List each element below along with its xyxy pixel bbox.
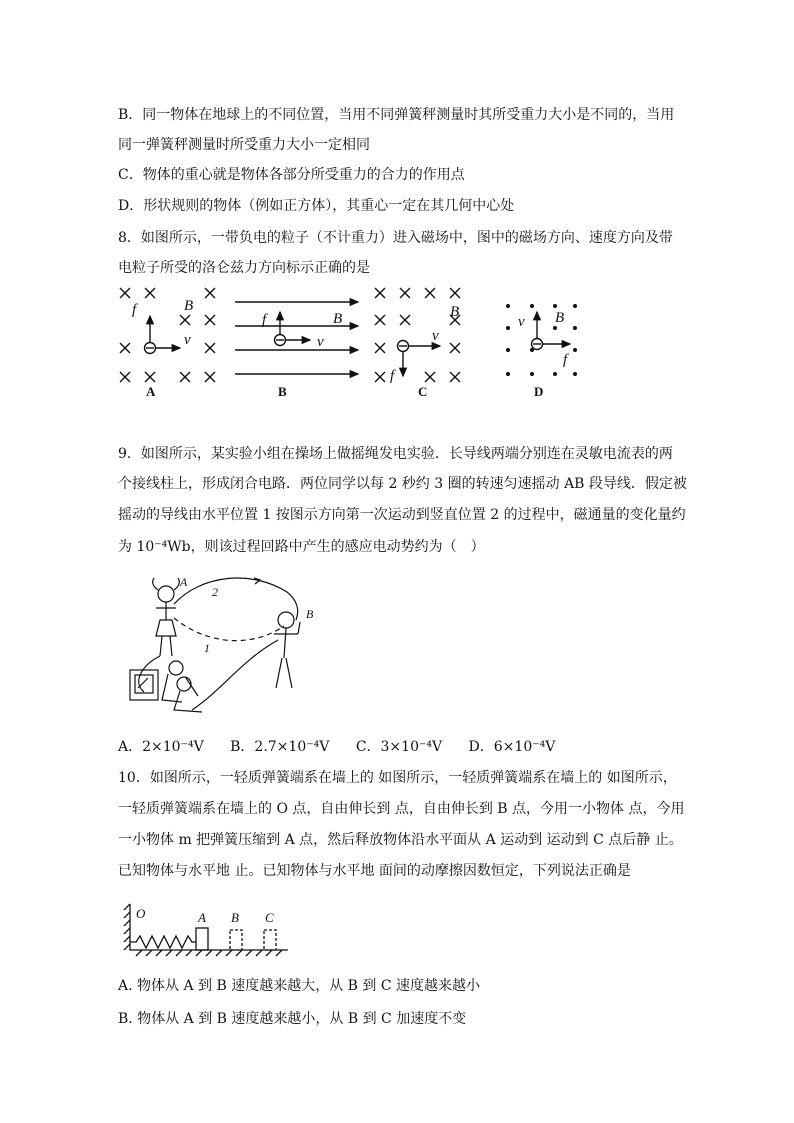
panel-c-caption: C — [418, 384, 428, 399]
q8-stem-line2: 电粒子所受的洛仑兹力方向标示正确的是 — [118, 260, 370, 276]
panel-a-v-label: v — [184, 332, 191, 348]
panel-c-f-label: f — [390, 368, 395, 384]
q10-stem-line4: 已知物体与水平地 止。已知物体与水平地 面间的动摩擦因数恒定，下列说法正确是 — [118, 863, 631, 879]
q10-stem-line1: 10．如图所示，一轻质弹簧端系在墙上的 如图所示，一轻质弹簧端系在墙上的 如图所示， — [118, 770, 677, 786]
panel-d-caption: D — [534, 384, 544, 399]
q7-option-d: D．形状规则的物体（例如正方体），其重心一定在其几何中心处 — [118, 198, 515, 214]
panel-b-b-label: B — [333, 311, 343, 327]
point-c-label: C — [265, 910, 274, 925]
q9-stem-line2: 个接线柱上，形成闭合电路．两位同学以每 2 秒约 3 圈的转速匀速摇动 AB 段导线．假定被 — [118, 476, 687, 492]
q9-option-b[interactable]: B．2.7×10⁻⁴V — [230, 739, 330, 755]
panel-a-b-label: B — [184, 298, 194, 314]
point-o-label: O — [136, 906, 146, 921]
q10-stem-line3: 一小物体 m 把弹簧压缩到 A 点，然后释放物体沿水平面从 A 运动到 运动到 C 点后静 止。 — [118, 832, 683, 848]
panel-d-v-label: v — [518, 314, 525, 330]
panel-b-v-label: v — [317, 334, 324, 350]
point-b-label: B — [231, 910, 239, 925]
q9-option-d[interactable]: D．6×10⁻⁴V — [468, 739, 556, 755]
panel-a-f-label: f — [132, 302, 137, 318]
q9-rope-generator-figure — [122, 570, 327, 720]
panel-a-caption: A — [146, 384, 156, 399]
q9-option-a[interactable]: A．2×10⁻⁴V — [118, 739, 204, 755]
panel-c-v-label: v — [432, 328, 439, 344]
q10-option-b[interactable]: B. 物体从 A 到 B 速度越来越小，从 B 到 C 加速度不变 — [118, 1011, 467, 1027]
panel-b-caption: B — [278, 384, 287, 399]
q9-stem-line1: 9．如图所示，某实验小组在操场上做摇绳发电实验．长导线两端分别连在灵敏电流表的两 — [118, 446, 673, 462]
q9-options — [118, 737, 577, 757]
q9-stem-line3: 摇动的导线由水平位置 1 按图示方向第一次运动到竖直位置 2 的过程中，磁通量的变化量约 — [118, 507, 686, 523]
q8-figure — [110, 280, 590, 405]
panel-c-field-crosses — [375, 288, 460, 382]
panel-b-f-label: f — [262, 312, 267, 328]
q10-stem-line2: 一轻质弹簧端系在墙上的 O 点，自由伸长到 点，自由伸长到 B 点，今用一小物体 点，今用 — [118, 801, 685, 817]
q9-stem-line4: 为 10⁻⁴Wb，则该过程回路中产生的感应电动势约为（ ） — [118, 539, 485, 555]
q10-option-a[interactable]: A. 物体从 A 到 B 速度越来越大，从 B 到 C 速度越来越小 — [118, 978, 481, 994]
q10-spring-figure — [122, 898, 292, 958]
position-1-label: 1 — [204, 641, 210, 655]
panel-d-f-label: f — [563, 352, 568, 368]
q7-option-b-line2: 同一弹簧秤测量时所受重力大小一定相同 — [118, 137, 370, 153]
q7-option-c: C．物体的重心就是物体各部分所受重力的合力的作用点 — [118, 167, 465, 183]
panel-c-b-label: B — [450, 304, 460, 320]
position-2-label: 2 — [212, 585, 218, 599]
panel-d-b-label: B — [555, 310, 565, 326]
person-a-label: A — [180, 575, 188, 589]
person-b-label: B — [306, 607, 314, 621]
q9-option-c[interactable]: C．3×10⁻⁴V — [355, 739, 443, 755]
q8-stem-line1: 8．如图所示，一带负电的粒子（不计重力）进入磁场中，图中的磁场方向、速度方向及带 — [118, 230, 673, 246]
point-a-label: A — [198, 910, 206, 925]
q7-option-b-line1: B．同一物体在地球上的不同位置，当用不同弹簧秤测量时其所受重力大小是不同的，当用 — [118, 107, 675, 123]
